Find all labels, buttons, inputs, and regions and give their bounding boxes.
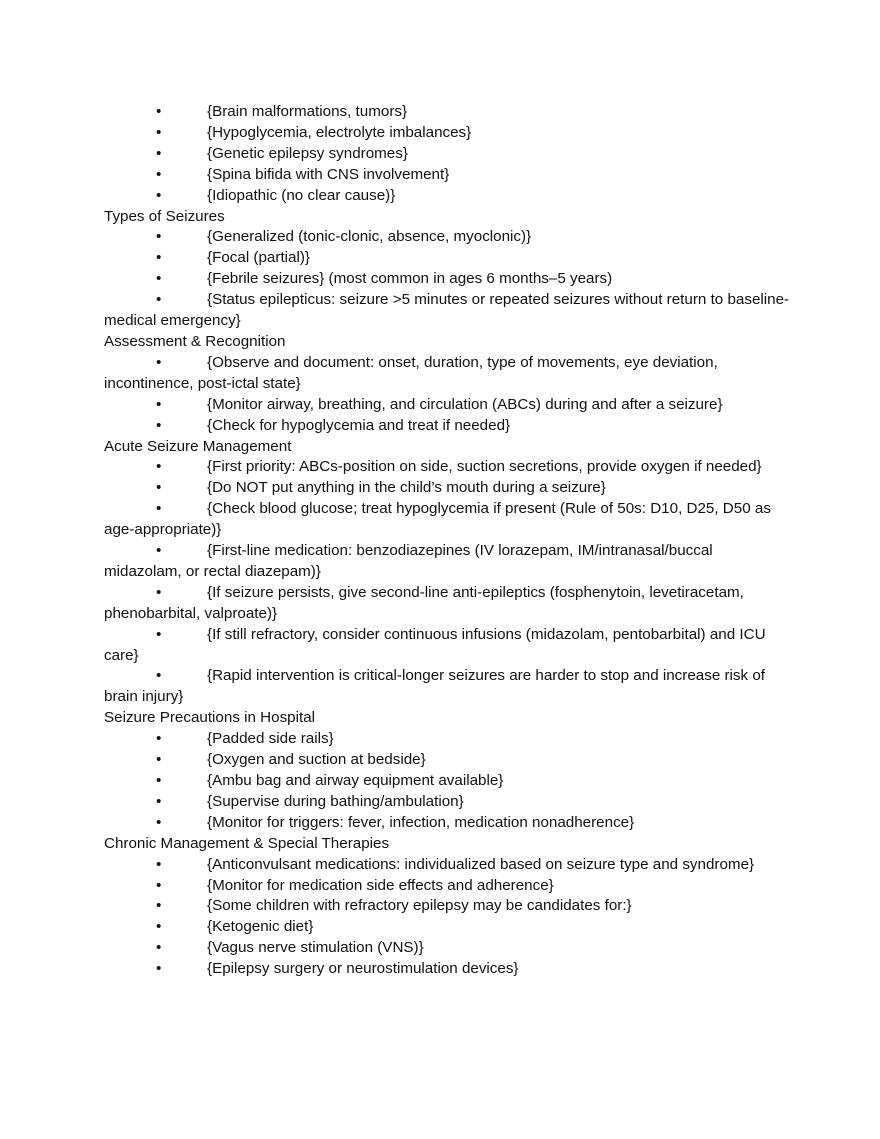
bullet-icon: •: [156, 479, 162, 497]
list-item-text: {Anticonvulsant medications: individualized based on seizure type and syndrome}: [207, 855, 755, 873]
list-item-text: {Hypoglycemia, electrolyte imbalances}: [207, 123, 472, 141]
bullet-icon: •: [156, 165, 162, 183]
list-item-text: {Some children with refractory epilepsy may be candidates for:}: [207, 897, 632, 915]
list-item-text: {If still refractory, consider continuous infusions (midazolam, pentobarbital) and ICU care}: [104, 625, 766, 664]
bullet-icon: •: [156, 144, 162, 162]
bullet-icon: •: [156, 458, 162, 476]
bullet-icon: •: [156, 751, 162, 769]
list-item-text: {Idiopathic (no clear cause)}: [207, 186, 396, 204]
list-item: [104, 269, 790, 290]
bullet-icon: •: [156, 583, 162, 601]
list-item: [104, 395, 790, 416]
list-item-text: {Monitor for medication side effects and adherence}: [207, 876, 554, 894]
list-item: [104, 938, 790, 959]
list-item-text: {Monitor for triggers: fever, infection, medication nonadherence}: [207, 813, 635, 831]
bullet-icon: •: [156, 353, 162, 371]
list-item-text: {Focal (partial)}: [207, 249, 310, 267]
list-item: [104, 353, 790, 395]
list-item: [104, 583, 790, 625]
list-item-text: {If seizure persists, give second-line anti-epileptics (fosphenytoin, levetiracetam, phenobarbital, valproate)}: [104, 583, 744, 622]
list-item: [104, 186, 790, 207]
list-item-text: {Genetic epilepsy syndromes}: [207, 144, 408, 162]
bullet-icon: •: [156, 103, 162, 120]
list-item-text: {Status epilepticus: seizure >5 minutes or repeated seizures without return to baseline-medical emergency}: [104, 291, 790, 330]
list-item: [104, 499, 790, 541]
section-heading: Assessment & Recognition: [104, 332, 286, 350]
list-item-text: {Ketogenic diet}: [207, 918, 314, 936]
list-item-text: {Vagus nerve stimulation (VNS)}: [207, 939, 424, 957]
bullet-icon: •: [156, 855, 162, 873]
list-item: [104, 123, 790, 144]
list-item-text: {Check blood glucose; treat hypoglycemia if present (Rule of 50s: D10, D25, D50 as age-appropriate)}: [104, 500, 771, 539]
bullet-icon: •: [156, 291, 162, 309]
list-item-text: {Oxygen and suction at bedside}: [207, 751, 426, 769]
list-item-text: {Do NOT put anything in the child’s mouth during a seizure}: [207, 479, 606, 497]
list-item-text: {Monitor airway, breathing, and circulation (ABCs) during and after a seizure}: [207, 395, 723, 413]
list-item-text: {First priority: ABCs-position on side, suction secretions, provide oxygen if needed}: [207, 458, 762, 476]
list-item-text: {First-line medication: benzodiazepines (IV lorazepam, IM/intranasal/buccal midazolam, or rectal diazepam)}: [104, 542, 713, 580]
list-item: [104, 248, 790, 269]
bullet-icon: •: [156, 939, 162, 957]
list-item-text: {Check for hypoglycemia and treat if needed}: [207, 416, 511, 434]
list-item-text: {Febrile seizures} (most common in ages 6 months–5 years): [207, 270, 613, 288]
list-item: [104, 750, 790, 771]
list-item: [104, 771, 790, 792]
bullet-icon: •: [156, 667, 162, 685]
list-item-text: {Rapid intervention is critical-longer seizures are harder to stop and increase risk of brain injury}: [104, 667, 765, 706]
bullet-icon: •: [156, 792, 162, 810]
list-item-text: {Padded side rails}: [207, 730, 334, 748]
bullet-icon: •: [156, 500, 162, 518]
section-heading: Types of Seizures: [104, 207, 225, 225]
bullet-icon: •: [156, 249, 162, 267]
bullet-icon: •: [156, 542, 162, 560]
list-item-text: {Ambu bag and airway equipment available}: [207, 772, 504, 789]
section-heading: Chronic Management & Special Therapies: [104, 834, 390, 852]
list-item: [104, 729, 790, 750]
bullet-icon: •: [156, 186, 162, 204]
section-heading: Seizure Precautions in Hospital: [104, 709, 316, 727]
list-item: [104, 457, 790, 478]
list-item-text: {Brain malformations, tumors}: [207, 103, 408, 120]
bullet-icon: •: [156, 416, 162, 434]
bullet-icon: •: [156, 625, 162, 643]
bullet-icon: •: [156, 813, 162, 831]
list-item: [104, 478, 790, 499]
list-item-text: {Observe and document: onset, duration, type of movements, eye deviation, incontinence, post-ictal state}: [104, 353, 718, 392]
list-item: [104, 102, 790, 123]
list-item: [104, 855, 790, 876]
list-item: [104, 876, 790, 897]
list-item: [104, 666, 790, 708]
list-item: [104, 896, 790, 917]
list-item-text: {Spina bifida with CNS involvement}: [207, 165, 450, 183]
list-item: [104, 290, 790, 332]
bullet-icon: •: [156, 270, 162, 288]
bullet-icon: •: [156, 730, 162, 748]
list-item: [104, 541, 790, 583]
list-item: [104, 227, 790, 248]
bullet-icon: •: [156, 876, 162, 894]
list-item: [104, 625, 790, 667]
bullet-icon: •: [156, 395, 162, 413]
list-item: [104, 813, 790, 834]
list-item: [104, 144, 790, 165]
bullet-icon: •: [156, 123, 162, 141]
list-item-text: {Generalized (tonic-clonic, absence, myoclonic)}: [207, 228, 532, 246]
bullet-icon: •: [156, 772, 162, 789]
bullet-icon: •: [156, 897, 162, 915]
bullet-icon: •: [156, 228, 162, 246]
list-item: [104, 165, 790, 186]
list-item: [104, 959, 790, 980]
list-item: [104, 917, 790, 938]
list-item: [104, 416, 790, 437]
list-item-text: {Supervise during bathing/ambulation}: [207, 792, 464, 810]
list-item-text: {Epilepsy surgery or neurostimulation devices}: [207, 960, 519, 978]
section-heading: Acute Seizure Management: [104, 437, 292, 455]
list-item: [104, 792, 790, 813]
bullet-icon: •: [156, 918, 162, 936]
bullet-icon: •: [156, 960, 162, 978]
